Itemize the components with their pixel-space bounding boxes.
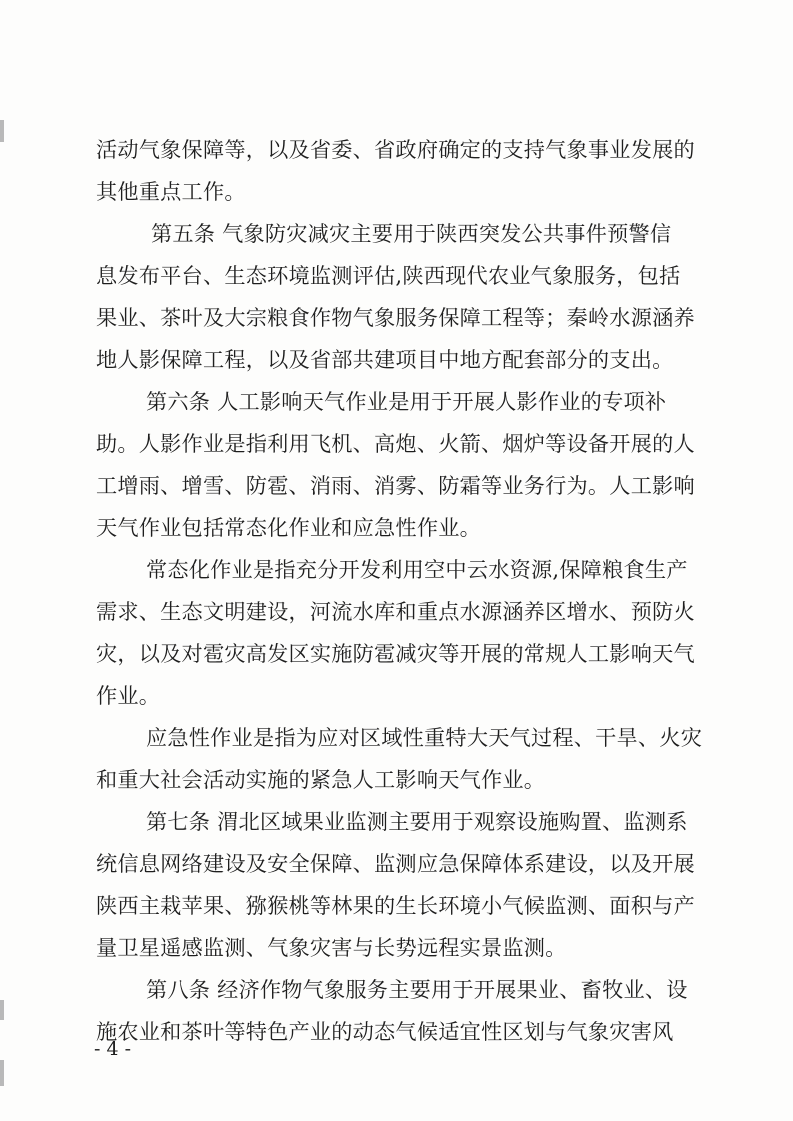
text-line: 需求、生态文明建设，河流水库和重点水源涵养区增水、预防火 xyxy=(96,599,695,624)
text-line: 和重大社会活动实施的紧急人工影响天气作业。 xyxy=(96,767,546,792)
paragraph-start-line: 常态化作业是指充分开发利用空中云水资源,保障粮食生产 xyxy=(146,557,688,582)
scan-edge-mark xyxy=(0,120,4,142)
page-number: - 4 - xyxy=(94,1038,132,1060)
text-line: 施农业和茶叶等特色产业的动态气候适宜性区划与气象灾害风 xyxy=(96,1019,674,1044)
paragraph-start-line: 应急性作业是指为应对区域性重特大天气过程、干旱、火灾 xyxy=(146,725,703,750)
text-line: 地人影保障工程，以及省部共建项目中地方配套部分的支出。 xyxy=(96,347,674,372)
scan-edge-mark xyxy=(0,1060,4,1086)
text-line: 天气作业包括常态化作业和应急性作业。 xyxy=(96,515,481,540)
text-line: 助。人影作业是指利用飞机、高炮、火箭、烟炉等设备开展的人 xyxy=(96,431,695,456)
article-heading-line: 第七条 渭北区域果业监测主要用于观察设施购置、监测系 xyxy=(146,809,688,834)
scan-edge-mark xyxy=(0,1000,4,1020)
text-line: 作业。 xyxy=(96,683,161,708)
article-heading-line: 第六条 人工影响天气作业是用于开展人影作业的专项补 xyxy=(146,389,667,414)
text-line: 灾，以及对雹灾高发区实施防雹减灾等开展的常规人工影响天气 xyxy=(96,641,695,666)
text-line: 果业、茶叶及大宗粮食作物气象服务保障工程等；秦岭水源涵养 xyxy=(96,305,695,330)
article-heading-line: 第八条 经济作物气象服务主要用于开展果业、畜牧业、设 xyxy=(146,977,688,1002)
text-line: 量卫星遥感监测、气象灾害与长势远程实景监测。 xyxy=(96,935,567,960)
text-line: 其他重点工作。 xyxy=(96,179,246,204)
text-line: 工增雨、增雪、防雹、消雨、消雾、防霜等业务行为。人工影响 xyxy=(96,473,695,498)
text-line: 统信息网络建设及安全保障、监测应急保障体系建设，以及开展 xyxy=(96,851,695,876)
article-heading-line: 第五条 气象防灾减灾主要用于陕西突发公共事件预警信 xyxy=(151,221,672,246)
text-line: 息发布平台、生态环境监测评估,陕西现代农业气象服务，包括 xyxy=(96,263,681,288)
text-line: 活动气象保障等，以及省委、省政府确定的支持气象事业发展的 xyxy=(96,137,695,162)
text-line: 陕西主栽苹果、猕猴桃等林果的生长环境小气候监测、面积与产 xyxy=(96,893,695,918)
